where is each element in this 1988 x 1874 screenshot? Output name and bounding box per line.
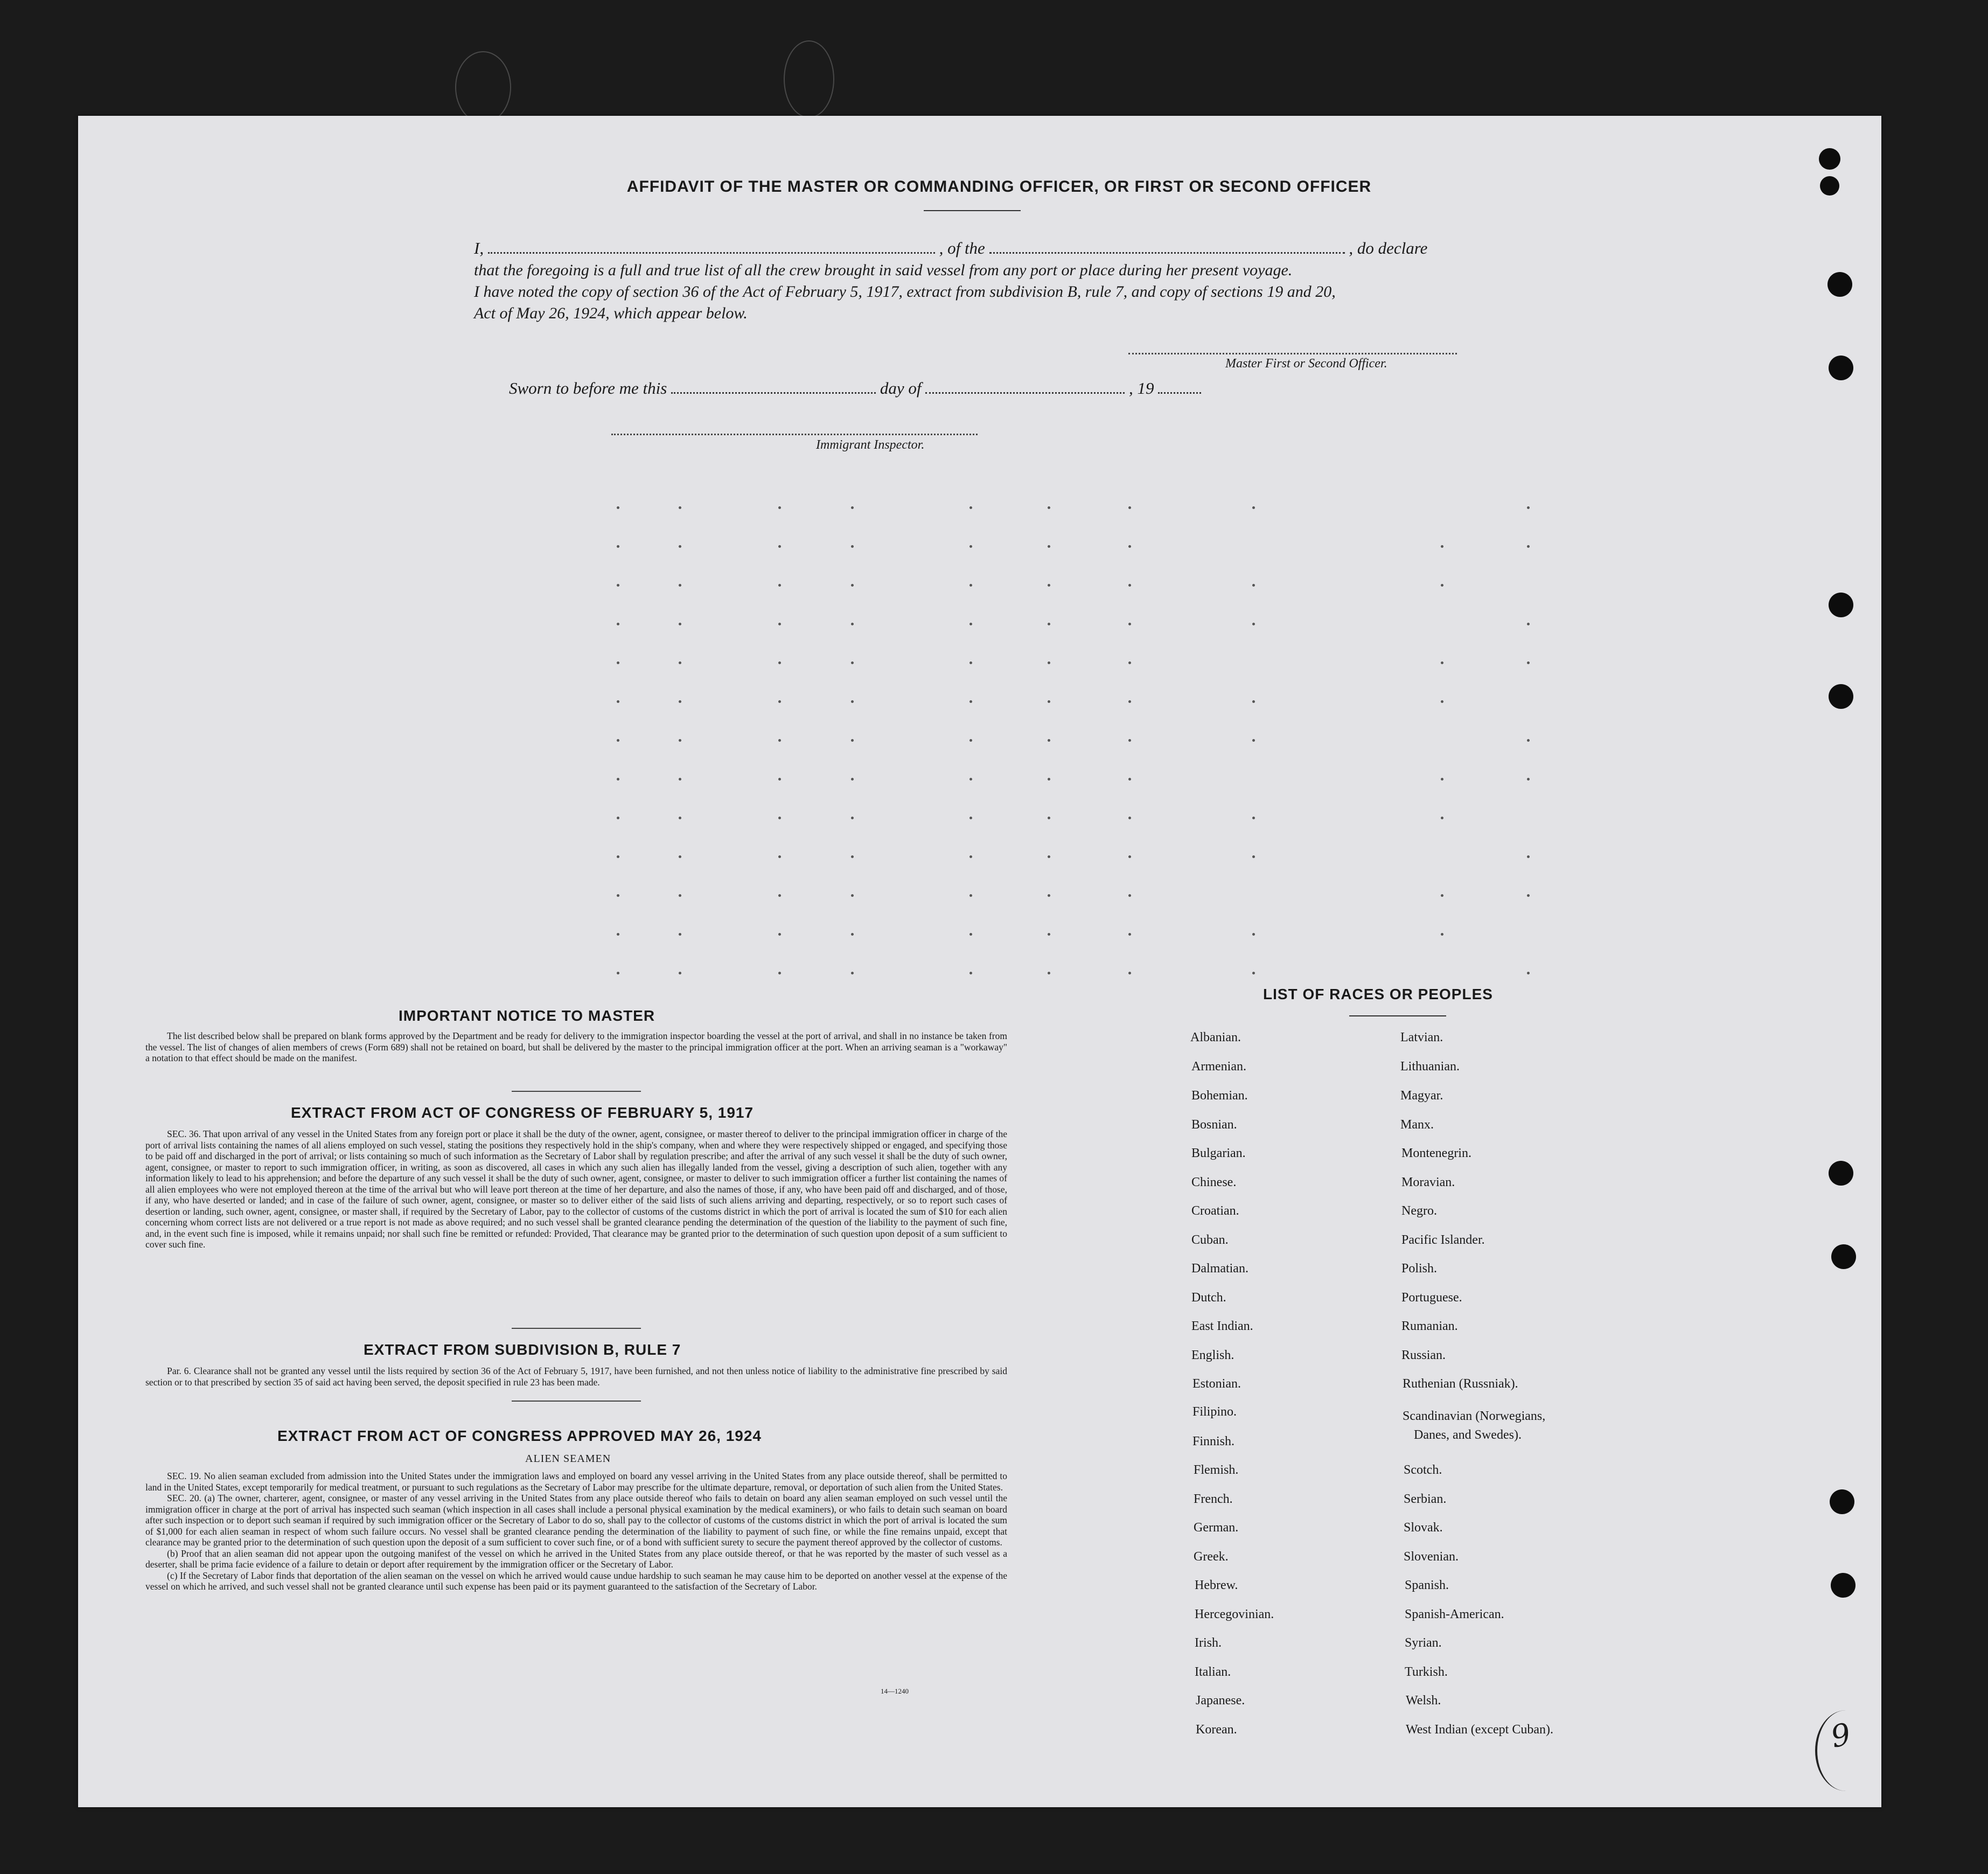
grid-dot: [851, 855, 854, 858]
binder-hole: [1831, 1244, 1856, 1269]
grid-dot: [1252, 700, 1255, 703]
race-right: Lithuanian.: [1400, 1060, 1460, 1074]
grid-dot: [679, 506, 681, 509]
section-divider: [512, 1401, 641, 1402]
document-page: [78, 116, 1881, 1807]
grid-dot: [851, 623, 854, 625]
grid-dot: [617, 855, 619, 858]
race-right: Montenegrin.: [1401, 1146, 1471, 1160]
race-left: Croatian.: [1191, 1204, 1239, 1218]
grid-dot: [969, 661, 972, 664]
grid-dot: [617, 584, 619, 587]
grid-dot: [1048, 584, 1050, 587]
grid-dot: [1048, 894, 1050, 897]
grid-dot: [1441, 545, 1443, 548]
grid-dot: [1048, 623, 1050, 625]
grid-dot: [778, 855, 781, 858]
race-right: Negro.: [1401, 1204, 1437, 1218]
race-left: Hercegovinian.: [1195, 1607, 1274, 1621]
grid-dot: [778, 506, 781, 509]
race-left: Albanian.: [1190, 1030, 1241, 1044]
race-right: Syrian.: [1405, 1636, 1442, 1650]
binder-hole: [1829, 684, 1853, 709]
section-20b-paragraph: (b) Proof that an alien seaman did not appear upon the outgoing manifest of the vessel on which he arrived in the United States from any place outside thereof, or that he was reported by the master of such vessel as a deserter, shall be prima facie evidence of a failure to detain or deport after requirement by the immigration officer or the Secretary of Labor.: [145, 1548, 1007, 1570]
grid-dot: [1048, 817, 1050, 819]
grid-dot: [617, 739, 619, 742]
grid-dot: [778, 817, 781, 819]
race-left: East Indian.: [1191, 1319, 1253, 1333]
races-title-underline: [1349, 1015, 1446, 1016]
grid-dot: [1128, 933, 1131, 936]
grid-dot: [969, 817, 972, 819]
section-divider: [512, 1328, 641, 1329]
name-blank[interactable]: [488, 247, 935, 254]
margin-circle-mark: [1815, 1710, 1877, 1791]
grid-dot: [679, 855, 681, 858]
grid-dot: [1527, 661, 1530, 664]
grid-dot: [1048, 545, 1050, 548]
race-right: Scandinavian (Norwegians,: [1403, 1409, 1546, 1423]
grid-dot: [969, 972, 972, 974]
affidavit-declare: , do declare: [1349, 239, 1428, 257]
grid-dot: [679, 584, 681, 587]
grid-dot: [1252, 972, 1255, 974]
race-left: Hebrew.: [1195, 1578, 1238, 1592]
race-left: Dutch.: [1191, 1291, 1226, 1305]
grid-dot: [617, 700, 619, 703]
grid-dot: [851, 778, 854, 781]
grid-dot: [679, 817, 681, 819]
grid-dot: [1441, 700, 1443, 703]
grid-dot: [1128, 584, 1131, 587]
master-signature-line[interactable]: [1128, 353, 1457, 354]
grid-dot: [778, 933, 781, 936]
sworn-day-of: day of: [880, 379, 922, 398]
grid-dot: [679, 778, 681, 781]
race-right: Ruthenian (Russniak).: [1403, 1377, 1518, 1391]
extract-rule7-title: EXTRACT FROM SUBDIVISION B, RULE 7: [364, 1341, 681, 1358]
grid-dot: [1252, 739, 1255, 742]
grid-dot: [969, 855, 972, 858]
binder-hole: [1831, 1573, 1856, 1598]
grid-dot: [969, 778, 972, 781]
grid-dot: [617, 506, 619, 509]
grid-dot: [1128, 700, 1131, 703]
grid-dot: [778, 972, 781, 974]
grid-dot: [851, 894, 854, 897]
extract-1917-text: [145, 1128, 1007, 1250]
extract-1917-title: EXTRACT FROM ACT OF CONGRESS OF FEBRUARY 5, 1917: [291, 1104, 754, 1121]
grid-dot: [1048, 700, 1050, 703]
alien-seamen-subtitle: ALIEN SEAMEN: [525, 1453, 611, 1465]
grid-dot: [851, 661, 854, 664]
affidavit-line-2: that the foregoing is a full and true list of all the crew brought in said vessel from any port or place during her present voyage.: [474, 261, 1293, 279]
race-left: Dalmatian.: [1191, 1262, 1248, 1276]
race-right: Polish.: [1401, 1262, 1438, 1276]
notice-title: IMPORTANT NOTICE TO MASTER: [399, 1007, 655, 1024]
race-left: Armenian.: [1191, 1060, 1246, 1074]
grid-dot: [969, 933, 972, 936]
grid-dot: [778, 661, 781, 664]
race-left: Bohemian.: [1191, 1089, 1248, 1103]
grid-dot: [617, 817, 619, 819]
grid-dot: [1527, 778, 1530, 781]
grid-dot: [851, 545, 854, 548]
notice-text: [145, 1030, 1007, 1064]
extract-rule7-text: [145, 1366, 1007, 1388]
section-36-paragraph: SEC. 36. That upon arrival of any vessel in the United States from any foreign port or place it shall be the duty of the owner, agent, consignee, or master thereof to deliver to the principal immigration officer in charge of the port of arrival lists containing the names of all aliens employed on such vessel, stating the positions they respectively hold in the ship's company, when and where they were respectively shipped or engaged, and specifying those to be paid off and discharged in the port of arrival; or lists containing so much of such information as the Secretary of Labor shall by regulation prescribe; and after the arrival of any such vessel it shall be the duty of such owner, agent, consignee, or master to report to such immigration officer, in writing, as soon as discovered, all cases in which any such alien has illegally landed from the vessel, giving a description of such alien, together with any information likely to lead to his apprehension; and before the departure of any such vessel it shall be the duty of such owner, agent, consignee, or master to deliver to such immigration officer a further list containing the names of all alien employees who were not employed thereon at the time of the arrival but who will leave port thereon at the time of her departure, and also the names of those, if any, who have been paid off and discharged, and of those, if any, who have deserted or landed; and in case of the failure of such owner, agent, consignee, or master so to deliver either of the said lists of such aliens arriving and departing, respectively, or so to report such cases of desertion or landing, such owner, agent, consignee, or master shall, if required by the Secretary of Labor, pay to the collector of customs of the customs district in which the port of arrival is located the sum of $10 for each alien concerning whom correct lists are not delivered or a true report is not made as above required; and no such vessel shall be granted clearance pending the determination of the question of the liability to the payment of such fine, and, in the event such fine is imposed, while it remains unpaid; nor shall such fine be remitted or refunded: Provided, That clearance may be granted prior to the determination of such question upon deposit of a sum sufficient to cover such fine.: [145, 1128, 1007, 1250]
grid-dot: [969, 623, 972, 625]
grid-dot: [617, 933, 619, 936]
stamp-impression: [455, 51, 511, 123]
grid-dot: [1048, 972, 1050, 974]
race-right: Portuguese.: [1401, 1291, 1462, 1305]
grid-dot: [679, 933, 681, 936]
grid-dot: [1128, 661, 1131, 664]
grid-dot: [969, 506, 972, 509]
grid-dot: [1252, 817, 1255, 819]
affidavit-of-the: , of the: [939, 239, 985, 257]
grid-dot: [969, 584, 972, 587]
race-left: Italian.: [1195, 1665, 1231, 1679]
race-left: Japanese.: [1196, 1694, 1245, 1708]
section-20c-paragraph: (c) If the Secretary of Labor finds that deportation of the alien seaman on the vessel on which he arrived would cause undue hardship to such seaman he may cause him to be deported on another vessel at the expense of the vessel on which he arrived, and such vessel shall not be granted clearance until such expense has been paid or its payment guaranteed to the satisfaction of the Secretary of Labor.: [145, 1570, 1007, 1592]
grid-dot: [617, 894, 619, 897]
race-left: German.: [1194, 1521, 1239, 1535]
race-right: Magyar.: [1400, 1089, 1443, 1103]
grid-dot: [851, 739, 854, 742]
grid-dot: [679, 739, 681, 742]
race-right: Welsh.: [1406, 1694, 1441, 1708]
form-number: 14—1240: [881, 1687, 909, 1695]
grid-dot: [617, 623, 619, 625]
race-right: Manx.: [1400, 1118, 1434, 1132]
grid-dot: [1527, 623, 1530, 625]
race-left: Irish.: [1195, 1636, 1222, 1650]
grid-dot: [1441, 894, 1443, 897]
grid-dot: [1527, 894, 1530, 897]
sworn-month-blank[interactable]: [925, 387, 1125, 394]
grid-dot: [1441, 778, 1443, 781]
race-left: French.: [1194, 1492, 1233, 1506]
binder-hole: [1827, 272, 1852, 297]
grid-dot: [1252, 623, 1255, 625]
grid-dot: [1128, 623, 1131, 625]
grid-dot: [1128, 545, 1131, 548]
grid-dot: [617, 545, 619, 548]
race-right: Spanish.: [1405, 1578, 1449, 1592]
race-right: Turkish.: [1405, 1665, 1448, 1679]
sworn-line: [509, 379, 1201, 398]
grid-dot: [1128, 894, 1131, 897]
grid-dot: [679, 545, 681, 548]
affidavit-line-1: [474, 239, 1427, 258]
race-left: Greek.: [1194, 1550, 1229, 1564]
affidavit-title: AFFIDAVIT OF THE MASTER OR COMMANDING OFFICER, OR FIRST OR SECOND OFFICER: [626, 178, 1372, 196]
grid-dot: [1128, 855, 1131, 858]
grid-dot: [778, 584, 781, 587]
grid-dot: [617, 972, 619, 974]
grid-dot: [778, 623, 781, 625]
grid-dot: [1128, 778, 1131, 781]
section-19-paragraph: SEC. 19. No alien seaman excluded from admission into the United States under the immigration laws and employed on board any vessel arriving in the United States from any place outside thereof, shall be permitted to land in the United States, except temporarily for medical treatment, or pursuant to such regulations as the Secretary of Labor may prescribe for the ultimate departure, removal, or deportation of such alien from the United States.: [145, 1471, 1007, 1493]
grid-dot: [1252, 584, 1255, 587]
race-left: Chinese.: [1191, 1175, 1237, 1189]
race-left: Korean.: [1196, 1723, 1237, 1737]
section-20a-paragraph: SEC. 20. (a) The owner, charterer, agent, consignee, or master of any vessel arriving in the United States from any place outside thereof who fails to detain on board any alien seaman employed on such vessel until the immigration officer in charge at the port of arrival has inspected such seaman (which inspection in all cases shall include a personal physical examination by the medical examiners), or who fails to detain such seaman on board after such inspection or to deport such seaman if required by such immigration officer or the Secretary of Labor to do so, shall pay to the collector of customs of the customs district in which the port of arrival is located the sum of $1,000 for each alien seaman in respect of whom such failure occurs. No vessel shall be granted clearance pending the determination of the liability to payment of such fine, or while the fine remains unpaid, except that clearance may be granted prior to the determination of such question upon the deposit of a sum sufficient to cover such fine, or of a bond with sufficient surety to secure the payment thereof approved by the collector of customs.: [145, 1493, 1007, 1548]
inspector-signature-line[interactable]: [611, 434, 978, 435]
grid-dot: [1527, 972, 1530, 974]
race-right: Spanish-American.: [1405, 1607, 1504, 1621]
grid-dot: [1527, 506, 1530, 509]
paragraph-6: Par. 6. Clearance shall not be granted any vessel until the lists required by section 36 of the Act of February 5, 1917, have been furnished, and not then unless notice of liability to the administrative fine prescribed by said section or to that prescribed by section 35 of said act having been served, the deposit specified in rule 23 has been made.: [145, 1366, 1007, 1388]
grid-dot: [1441, 817, 1443, 819]
grid-dot: [778, 894, 781, 897]
grid-dot: [1128, 739, 1131, 742]
race-right: Russian.: [1401, 1348, 1446, 1362]
grid-dot: [1128, 506, 1131, 509]
affidavit-line-4: Act of May 26, 1924, which appear below.: [474, 304, 748, 322]
grid-dot: [851, 700, 854, 703]
binder-hole: [1829, 1161, 1853, 1186]
affidavit-line-3: I have noted the copy of section 36 of the Act of February 5, 1917, extract from subdivision B, rule 7, and copy of sections 19 and 20,: [474, 283, 1336, 301]
race-right: Latvian.: [1400, 1030, 1443, 1044]
sworn-year-blank[interactable]: [1158, 387, 1201, 394]
grid-dot: [679, 661, 681, 664]
race-right: Moravian.: [1401, 1175, 1455, 1189]
race-right: Rumanian.: [1401, 1319, 1458, 1333]
sworn-day-blank[interactable]: [671, 387, 876, 394]
race-left: Bulgarian.: [1191, 1146, 1246, 1160]
sworn-text: Sworn to before me this: [509, 379, 667, 398]
binder-hole: [1830, 1489, 1854, 1514]
grid-dot: [1128, 817, 1131, 819]
grid-dot: [778, 739, 781, 742]
extract-1924-title: EXTRACT FROM ACT OF CONGRESS APPROVED MAY 26, 1924: [277, 1427, 762, 1444]
grid-dot: [1048, 739, 1050, 742]
extract-1924-text: [145, 1471, 1007, 1592]
binder-hole: [1820, 176, 1839, 196]
race-right: Pacific Islander.: [1401, 1233, 1485, 1247]
grid-dot: [1527, 545, 1530, 548]
grid-dot: [851, 584, 854, 587]
sworn-year: , 19: [1128, 379, 1154, 398]
affidavit-i: I,: [474, 239, 484, 257]
grid-dot: [1048, 661, 1050, 664]
grid-dot: [1441, 661, 1443, 664]
race-left: Estonian.: [1192, 1377, 1241, 1391]
master-signature-label: Master First or Second Officer.: [1225, 357, 1387, 371]
grid-dot: [778, 545, 781, 548]
race-left: English.: [1191, 1348, 1234, 1362]
grid-dot: [1441, 584, 1443, 587]
race-right: West Indian (except Cuban).: [1406, 1723, 1553, 1737]
grid-dot: [851, 817, 854, 819]
races-title: LIST OF RACES OR PEOPLES: [1263, 986, 1493, 1002]
race-right: Serbian.: [1404, 1492, 1447, 1506]
grid-dot: [969, 700, 972, 703]
grid-dot: [1527, 855, 1530, 858]
grid-dot: [679, 972, 681, 974]
title-underline: [924, 210, 1021, 211]
grid-dot: [1048, 855, 1050, 858]
grid-dot: [1252, 933, 1255, 936]
grid-dot: [617, 778, 619, 781]
race-left: Filipino.: [1192, 1405, 1237, 1419]
grid-dot: [679, 623, 681, 625]
race-right: Slovak.: [1404, 1521, 1443, 1535]
stamp-impression: [784, 40, 834, 118]
grid-dot: [969, 894, 972, 897]
race-right: Slovenian.: [1404, 1550, 1459, 1564]
grid-dot: [1128, 972, 1131, 974]
race-left: Flemish.: [1194, 1463, 1239, 1477]
grid-dot: [1048, 933, 1050, 936]
race-left: Bosnian.: [1191, 1118, 1237, 1132]
grid-dot: [679, 894, 681, 897]
race-left: Cuban.: [1191, 1233, 1229, 1247]
race-left: Finnish.: [1192, 1434, 1235, 1448]
grid-dot: [851, 972, 854, 974]
grid-dot: [1252, 855, 1255, 858]
grid-dot: [969, 545, 972, 548]
grid-dot: [1048, 506, 1050, 509]
race-right-continuation: Danes, and Swedes).: [1414, 1428, 1522, 1442]
grid-dot: [1252, 506, 1255, 509]
notice-paragraph: The list described below shall be prepared on blank forms approved by the Department and be ready for delivery to the immigration inspector boarding the vessel at the port of arrival, and shall in no instance be taken from the vessel. The list of changes of alien members of crews (Form 689) shall not be retained on board, but shall be delivered by the master to the principal immigration officer at the port. When an arriving seaman is a "workaway" a notation to that effect should be made on the manifest.: [145, 1030, 1007, 1063]
grid-dot: [1527, 739, 1530, 742]
binder-hole: [1819, 148, 1840, 170]
grid-dot: [1441, 933, 1443, 936]
binder-hole: [1829, 593, 1853, 617]
grid-dot: [851, 506, 854, 509]
grid-dot: [851, 933, 854, 936]
grid-dot: [1048, 778, 1050, 781]
grid-dot: [617, 661, 619, 664]
section-divider: [512, 1091, 641, 1092]
race-right: Scotch.: [1404, 1463, 1442, 1477]
grid-dot: [778, 700, 781, 703]
grid-dot: [969, 739, 972, 742]
grid-dot: [679, 700, 681, 703]
binder-hole: [1829, 356, 1853, 380]
margin-number: 9: [1827, 1717, 1854, 1755]
inspector-label: Immigrant Inspector.: [816, 438, 925, 452]
grid-dot: [778, 778, 781, 781]
vessel-blank[interactable]: [989, 247, 1345, 254]
